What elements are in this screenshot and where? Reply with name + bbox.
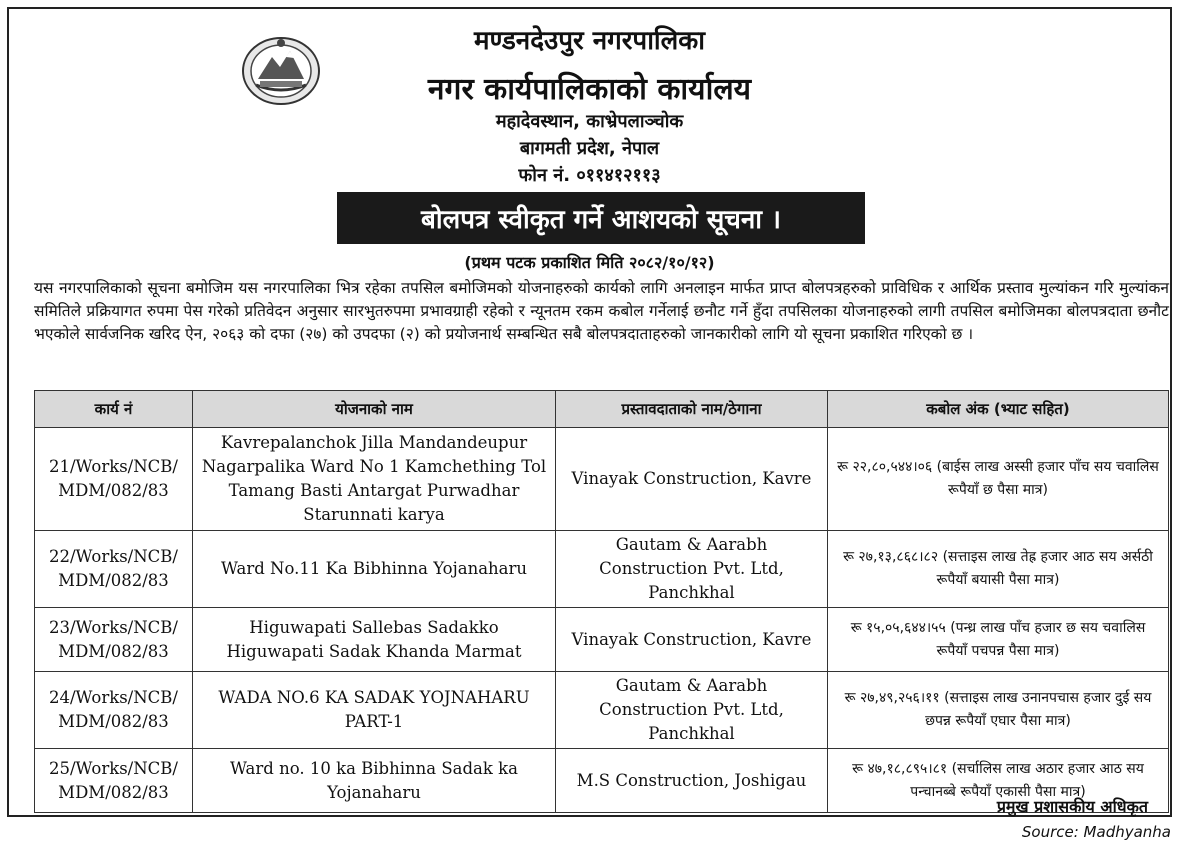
table-header-row [35,391,1169,428]
office-name: नगर कार्यपालिकाको कार्यालय [427,72,752,107]
bid-amount-cell: रू ४७,१८,८९५।८१ (सर्चालिस लाख अठार हजार आठ सय पन्चानब्बे रूपैयाँ एकासी पैसा मात्र) [828,749,1169,813]
municipality-name: मण्डनदेउपुर नगरपालिका [473,26,705,56]
bid-amount-cell: रू १५,०५,६४४।५५ (पन्ध्र लाख पाँच हजार छ सय चवालिस रूपैयाँ पचपन्न पैसा मात्र) [828,608,1169,672]
notice-frame [7,7,1172,817]
publication-date: (प्रथम पटक प्रकाशित मिति २०८२/१०/१२) [464,253,715,272]
project-name-cell: Kavrepalanchok Jilla Mandandeupur Nagarpalika Ward No 1 Kamchething Tol Tamang Basti Antargat Purwadhar Starunnati karya [193,428,556,531]
bidder-cell: M.S Construction, Joshigau [556,749,828,813]
bidder-cell: Gautam & Aarabh Construction Pvt. Ltd, Panchkhal [556,531,828,608]
province-country: बागमती प्रदेश, नेपाल [519,138,660,159]
bidder-cell: Vinayak Construction, Kavre [556,428,828,531]
table-row [35,428,1169,531]
project-name-cell: WADA NO.6 KA SADAK YOJNAHARU PART-1 [193,672,556,749]
intro-paragraph: यस नगरपालिकाको सूचना बमोजिम यस नगरपालिका भित्र रहेका तपसिल बमोजिमको योजनाहरुको कार्यको लागि अनलाइन मार्फत प्राप्त बोलपत्रहरुको प्राविधिक र आर्थिक प्रस्ताव मुल्यांकन गरि मुल्यांकन समितिले प्रक्रियागत रुपमा पेस गरेको प्रतिवेदन अनुसार सारभुतरुपमा प्रभावग्राही रहेको र न्यूनतम रकम कबोल गर्नेलाई छनौट गर्ने हुँदा तपसिलका योजनाहरुको लागी तपसिल बमोजिमका बोलपत्रदाता छनौट भएकोले सार्वजनिक खरिद ऐन, २०६३ को दफा (२७) को उपदफा (२) को प्रयोजनार्थ सम्बन्धित सबै बोलपत्रदाताहरुको जानकारीको लागि यो सूचना प्रकाशित गरिएको छ । [34,279,1169,343]
office-address: महादेवस्थान, काभ्रेपलाञ्चोक [495,111,684,132]
header-bidder: प्रस्तावदाताको नाम/ठेगाना [556,391,828,428]
work-no-cell: 25/Works/NCB/ MDM/082/83 [35,749,193,813]
header-work-no: कार्य नं [35,391,193,428]
bid-amount-cell: रू २२,८०,५४४।०६ (बाईस लाख अस्सी हजार पाँच सय चवालिस रूपैयाँ छ पैसा मात्र) [828,428,1169,531]
phone-number: फोन नं. ०११४१२११३ [518,165,661,186]
notice-title [337,192,865,244]
work-no-cell: 24/Works/NCB/ MDM/082/83 [35,672,193,749]
bid-amount-cell: रू २७,१३,८६८।८२ (सत्ताइस लाख तेह्र हजार आठ सय अर्सठी रूपैयाँ बयासी पैसा मात्र) [828,531,1169,608]
bidder-cell: Gautam & Aarabh Construction Pvt. Ltd, Panchkhal [556,672,828,749]
signature-title: प्रमुख प्रशासकीय अधिकृत [996,797,1148,816]
table-row [35,672,1169,749]
notice-title-text: बोलपत्र स्वीकृत गर्ने आशयको सूचना । [421,205,781,235]
work-no-cell: 22/Works/NCB/ MDM/082/83 [35,531,193,608]
table-row [35,608,1169,672]
work-no-cell: 21/Works/NCB/ MDM/082/83 [35,428,193,531]
table-row [35,531,1169,608]
project-name-cell: Higuwapati Sallebas Sadakko Higuwapati Sadak Khanda Marmat [193,608,556,672]
bid-amount-cell: रू २७,४९,२५६।११ (सत्ताइस लाख उनानपचास हजार दुई सय छपन्न रूपैयाँ एघार पैसा मात्र) [828,672,1169,749]
work-no-cell: 23/Works/NCB/ MDM/082/83 [35,608,193,672]
bidder-cell: Vinayak Construction, Kavre [556,608,828,672]
header-project-name: योजनाको नाम [193,391,556,428]
source-credit: Source: Madhyanha [1021,823,1171,841]
bid-table [34,390,1169,813]
project-name-cell: Ward no. 10 ka Bibhinna Sadak ka Yojanaharu [193,749,556,813]
header-bid-amount: कबोल अंक (भ्याट सहित) [828,391,1169,428]
project-name-cell: Ward No.11 Ka Bibhinna Yojanaharu [193,531,556,608]
